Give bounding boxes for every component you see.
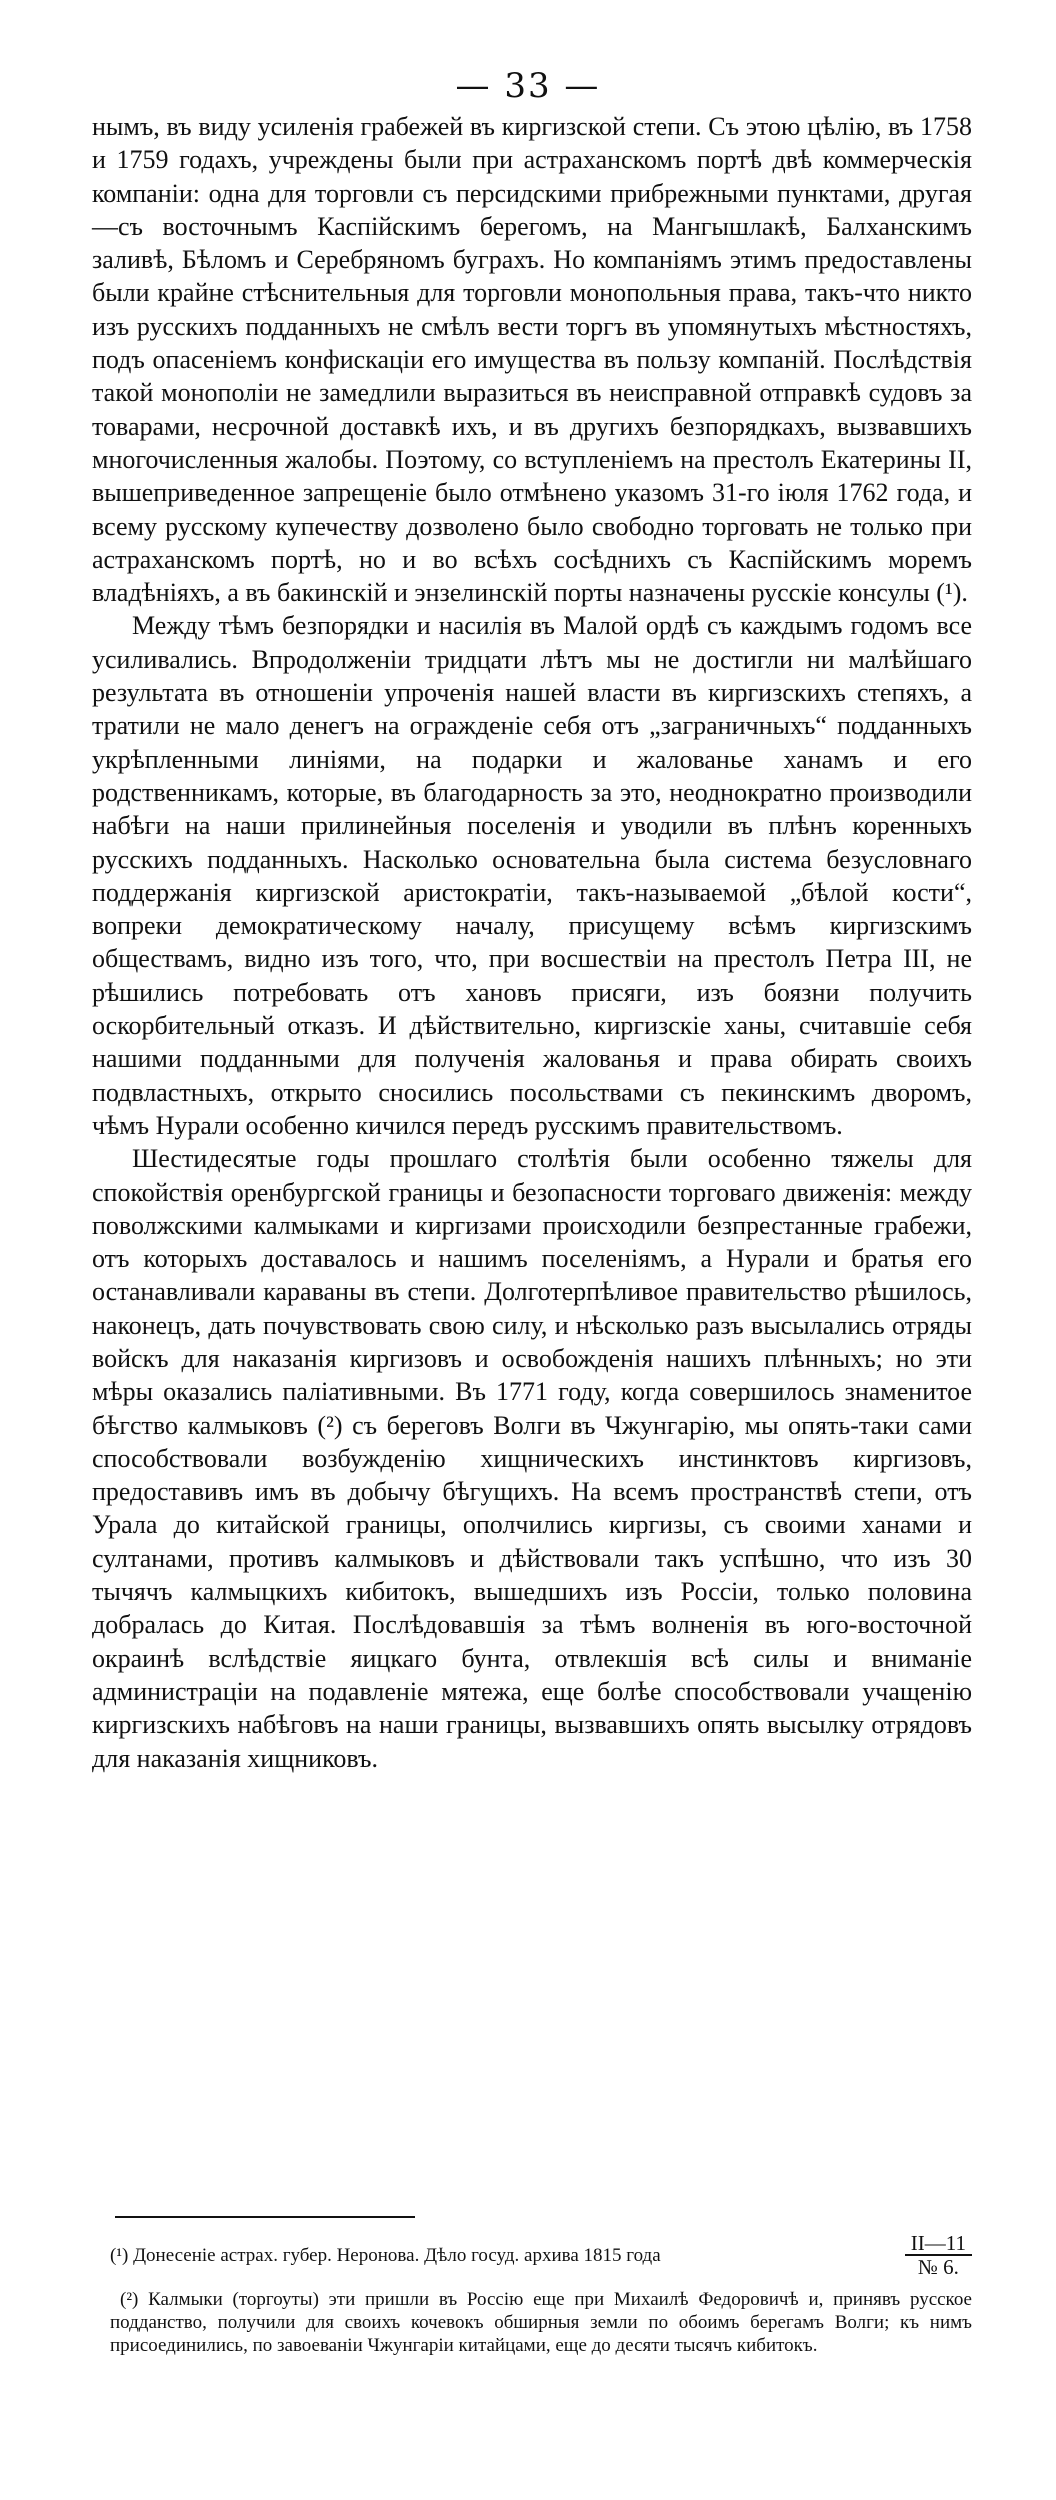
footnote-1-text: (¹) Донесеніе астрах. губер. Неронова. Дѣло госуд. архива 1815 года: [110, 2244, 661, 2266]
footnote-1: [110, 2232, 972, 2278]
archive-reference: [905, 2232, 972, 2278]
footnotes: [110, 2232, 972, 2357]
footnote-separator: [115, 2216, 415, 2218]
paragraph-1: нымъ, въ виду усиленія грабежей въ киргизской степи. Съ этою цѣлію, въ 1758 и 1759 годахъ, учреждены были при астраханскомъ портѣ двѣ коммерческія компаніи: одна для торговли съ персидскими прибрежными пунктами, другая—съ восточнымъ Каспійскимъ берегомъ, на Мангышлакѣ, Балханскимъ заливѣ, Бѣломъ и Серебряномъ буграхъ. Но компаніямъ этимъ предоставлены были крайне стѣснительныя для торговли монопольныя права, такъ-что никто изъ русскихъ подданныхъ не смѣлъ вести торгъ въ упомянутыхъ мѣстностяхъ, подъ опасеніемъ конфискаціи его имущества въ пользу компаній. Послѣдствія такой монополіи не замедлили выразиться въ неисправной отправкѣ судовъ за товарами, несрочной доставкѣ ихъ, и въ другихъ безпорядкахъ, вызвавшихъ многочисленныя жалобы. Поэтому, со вступленіемъ на престолъ Екатерины II, вышеприведенное запрещеніе было отмѣнено указомъ 31-го іюля 1762 года, и всему русскому купечеству дозволено было свободно торговать не только при астраханскомъ портѣ, но и во всѣхъ сосѣднихъ съ Каспійскимъ моремъ владѣніяхъ, а въ бакинскій и энзелинскій порты назначены русскіе консулы (¹).: [92, 112, 972, 608]
page-number: — 33 —: [455, 66, 601, 106]
archive-reference-top: II—11: [905, 2232, 972, 2256]
archive-reference-bottom: № 6.: [917, 2255, 959, 2279]
footnote-2: (²) Калмыки (торгоуты) эти пришли въ Россію еще при Михаилѣ Федоровичѣ и, принявъ русское подданство, получили для своихъ кочевокъ обширныя земли по обоимъ берегамъ Волги; къ нимъ присоединились, по завоеваніи Чжунгаріи китайцами, еще до десяти тысячъ кибитокъ.: [110, 2289, 972, 2356]
main-text: [92, 110, 972, 1775]
paragraph-3: Шестидесятые годы прошлаго столѣтія были особенно тяжелы для спокойствія оренбургской границы и безопасности торговаго движенія: между поволжскими калмыками и киргизами происходили безпрестанные грабежи, отъ которыхъ доставалось и нашимъ поселеніямъ, а Нурали и братья его останавливали караваны въ степи. Долготерпѣливое правительство рѣшилось, наконецъ, дать почувствовать свою силу, и нѣсколько разъ высылались отряды войскъ для наказанія киргизовъ и освобожденія нашихъ плѣнныхъ; но эти мѣры оказались паліативными. Въ 1771 году, когда совершилось знаменитое бѣгство калмыковъ (²) съ береговъ Волги въ Чжунгарію, мы опять-таки сами способствовали возбужденію хищническихъ инстинктовъ киргизовъ, предоставивъ имъ въ добычу бѣгущихъ. На всемъ пространствѣ степи, отъ Урала до китайской границы, ополчились киргизы, съ своими ханами и султанами, противъ калмыковъ и дѣйствовали такъ успѣшно, что изъ 30 тычячъ калмыцкихъ кибитокъ, вышедшихъ изъ Россіи, только половина добралась до Китая. Послѣдовавшія за тѣмъ волненія въ юго-восточной окраинѣ вслѣдствіе яицкаго бунта, отвлекшія всѣ силы и вниманіе администраціи на подавленіе мятежа, еще болѣе способствовали учащенію киргизскихъ набѣговъ на наши границы, вызвавшихъ опять высылку отрядовъ для наказанія хищниковъ.: [92, 1144, 972, 1773]
paragraph-2: Между тѣмъ безпорядки и насилія въ Малой ордѣ съ каждымъ годомъ все усиливались. Впродолженіи тридцати лѣтъ мы не достигли ни малѣйшаго результата въ отношеніи упроченія нашей власти въ киргизскихъ степяхъ, а тратили не мало денегъ на огражденіе себя отъ „заграничныхъ“ подданныхъ укрѣпленными линіями, на подарки и жалованье ханамъ и его родственникамъ, которые, въ благодарность за это, неоднократно производили набѣги на наши прилинейныя поселенія и уводили въ плѣнъ коренныхъ русскихъ подданныхъ. Насколько основательна была система безусловнаго поддержанія киргизской аристократіи, такъ-называемой „бѣлой кости“, вопреки демократическому началу, присущему всѣмъ киргизскимъ обществамъ, видно изъ того, что, при восшествіи на престолъ Петра III, не рѣшились потребовать отъ хановъ присяги, изъ боязни получить оскорбительный отказъ. И дѣйствительно, киргизскіе ханы, считавшіе себя нашими подданными для полученія жалованья и права обирать своихъ подвластныхъ, открыто сносились посольствами съ пекинскимъ дворомъ, чѣмъ Нурали особенно кичился передъ русскимъ правительствомъ.: [92, 611, 972, 1140]
